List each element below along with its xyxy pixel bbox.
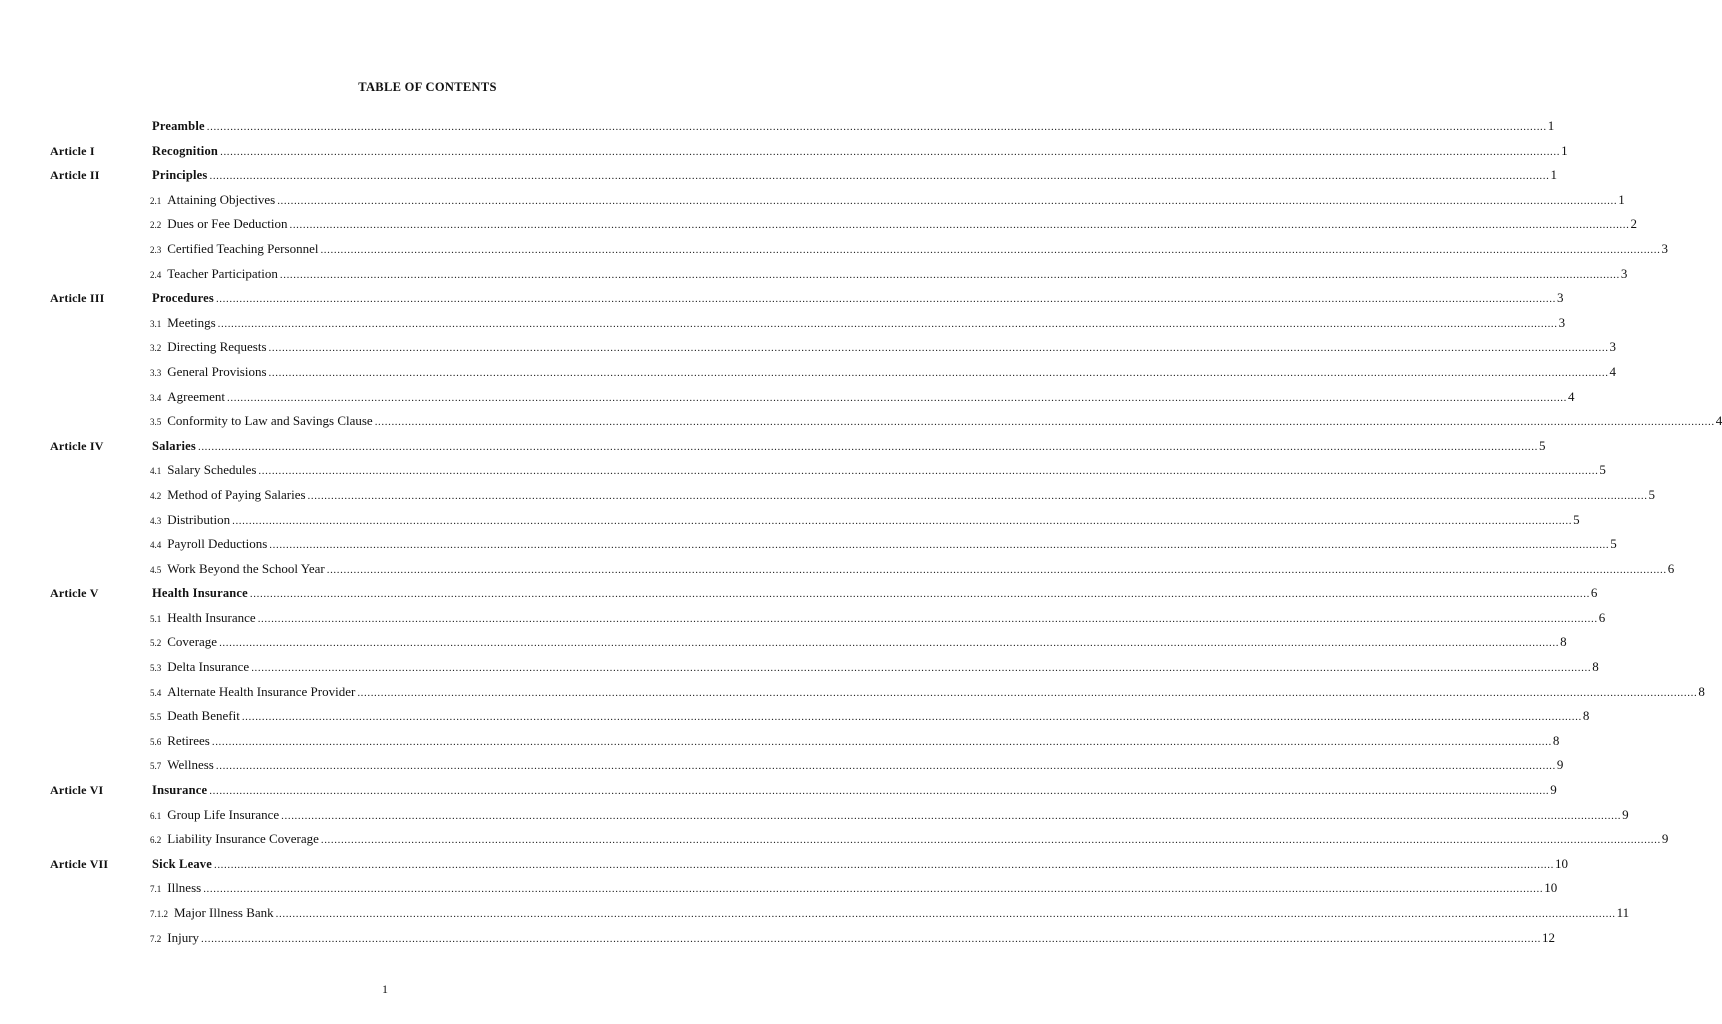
toc-page-number: 9	[1550, 782, 1557, 798]
toc-entry	[150, 483, 1656, 509]
toc-entry-label: Procedures	[152, 291, 214, 306]
toc-row	[0, 926, 1556, 951]
toc-entry-label: Conformity to Law and Savings Clause	[167, 413, 373, 429]
toc-entry	[152, 778, 1557, 804]
dot-leader: ................................................................................................................................................................................................................................................................................................................................................................................................................	[307, 489, 1648, 502]
dot-leader: ................................................................................................................................................................................................................................................................................................................................................................................................................	[326, 563, 1667, 576]
toc-row	[0, 434, 1546, 459]
toc-entry-label: Group Life Insurance	[167, 806, 280, 822]
toc-row	[0, 385, 1575, 410]
toc-entry	[152, 139, 1568, 165]
toc-row	[0, 532, 1617, 557]
toc-section-number: 4.3	[150, 515, 162, 526]
dot-leader: ................................................................................................................................................................................................................................................................................................................................................................................................................	[201, 932, 1542, 945]
dot-leader: ................................................................................................................................................................................................................................................................................................................................................................................................................	[258, 465, 1599, 478]
toc-page-number: 4	[1609, 363, 1617, 379]
toc-entry-label: Injury	[167, 929, 200, 945]
page-number: 1	[382, 982, 388, 996]
toc-page-number: 6	[1598, 609, 1606, 625]
toc-entry	[150, 335, 1617, 361]
toc-row	[0, 778, 1557, 803]
dot-leader: ................................................................................................................................................................................................................................................................................................................................................................................................................	[209, 785, 1550, 798]
toc-entry	[152, 114, 1555, 140]
toc-entry-label: Death Benefit	[167, 708, 240, 724]
toc-entry	[150, 630, 1567, 656]
dot-leader: ................................................................................................................................................................................................................................................................................................................................................................................................................	[275, 908, 1616, 920]
toc-article-label: Article VII	[50, 856, 109, 871]
toc-entry	[150, 606, 1606, 632]
toc-entry-label: Liability Insurance Coverage	[167, 831, 319, 847]
toc-entry	[150, 803, 1629, 829]
toc-page-number: 1	[1618, 191, 1625, 207]
toc-entry-label: Work Beyond the School Year	[167, 560, 325, 576]
toc-entry	[152, 286, 1564, 312]
toc-section-number: 2.4	[150, 269, 162, 280]
toc-entry-label: Teacher Participation	[167, 265, 278, 281]
toc-entry-label: Recognition	[152, 143, 219, 158]
toc-entry	[150, 680, 1705, 706]
dot-leader: ................................................................................................................................................................................................................................................................................................................................................................................................................	[279, 268, 1620, 281]
toc-section-number: 5.5	[150, 712, 162, 723]
toc-entry	[152, 852, 1568, 878]
toc-section-number: 5.6	[150, 736, 162, 747]
toc-row	[0, 901, 1630, 926]
toc-entry	[150, 901, 1630, 927]
toc-entry	[150, 557, 1675, 583]
dot-leader: ................................................................................................................................................................................................................................................................................................................................................................................................................	[206, 121, 1547, 133]
toc-entry	[150, 385, 1575, 411]
toc-entry-label: Principles	[152, 168, 208, 183]
toc-entry-label: Health Insurance	[152, 586, 248, 601]
toc-page-number: 9	[1556, 757, 1564, 773]
dot-leader: ................................................................................................................................................................................................................................................................................................................................................................................................................	[211, 735, 1552, 748]
toc-section-number: 7.1.2	[150, 909, 168, 919]
toc-entry	[152, 434, 1546, 460]
toc-section-number: 7.1	[150, 884, 162, 895]
toc-section-number: 3.5	[150, 417, 162, 428]
toc-row	[0, 335, 1617, 360]
toc-row	[0, 876, 1558, 901]
toc-page-number: 3	[1620, 265, 1628, 281]
toc-page-number: 1	[1550, 167, 1557, 183]
toc-article-label: Article IV	[50, 438, 104, 453]
toc-row	[0, 827, 1669, 852]
dot-leader: ................................................................................................................................................................................................................................................................................................................................................................................................................	[281, 809, 1622, 822]
toc-entry-label: Wellness	[167, 757, 214, 773]
toc-page-number: 1	[1547, 118, 1555, 133]
toc-row	[0, 458, 1606, 483]
toc-page-number: 4	[1568, 388, 1575, 404]
toc-row	[0, 212, 1637, 237]
toc-row	[0, 262, 1628, 287]
toc-entry-label: Salaries	[152, 438, 196, 453]
dot-leader: ................................................................................................................................................................................................................................................................................................................................................................................................................	[241, 711, 1582, 724]
toc-row	[0, 188, 1625, 213]
toc-page-number: 8	[1560, 634, 1567, 650]
toc-section-number: 3.2	[150, 343, 162, 354]
toc-section-number: 2.1	[150, 195, 162, 206]
toc-page-number: 8	[1552, 732, 1560, 748]
toc-entry	[150, 409, 1722, 435]
dot-leader: ................................................................................................................................................................................................................................................................................................................................................................................................................	[203, 883, 1544, 896]
toc-row	[0, 360, 1617, 385]
toc-page-number: 5	[1610, 536, 1617, 552]
dot-leader: ................................................................................................................................................................................................................................................................................................................................................................................................................	[217, 317, 1558, 330]
toc-entry-label: Major Illness Bank	[174, 905, 274, 920]
toc-row	[0, 680, 1705, 705]
toc-section-number: 3.4	[150, 392, 162, 403]
dot-leader: ................................................................................................................................................................................................................................................................................................................................................................................................................	[251, 662, 1592, 675]
toc-entry	[152, 163, 1557, 189]
dot-leader: ................................................................................................................................................................................................................................................................................................................................................................................................................	[268, 342, 1609, 355]
toc-page-number: 3	[1558, 314, 1566, 330]
toc-page-number: 3	[1609, 339, 1617, 355]
toc-article-label: Article III	[50, 291, 105, 306]
toc-row	[0, 163, 1557, 188]
table-of-contents	[0, 114, 1722, 950]
toc-row	[0, 704, 1590, 729]
dot-leader: ................................................................................................................................................................................................................................................................................................................................................................................................................	[197, 440, 1538, 453]
toc-title: TABLE OF CONTENTS	[358, 80, 497, 94]
toc-section-number: 4.5	[150, 564, 162, 575]
toc-entry-label: General Provisions	[167, 363, 267, 379]
toc-page-number: 12	[1542, 929, 1556, 945]
toc-row	[0, 139, 1568, 164]
dot-leader: ................................................................................................................................................................................................................................................................................................................................................................................................................	[357, 686, 1698, 699]
toc-section-number: 4.2	[150, 490, 162, 501]
toc-page-number: 3	[1661, 240, 1668, 256]
toc-row	[0, 803, 1629, 828]
toc-article-label: Article VI	[50, 783, 104, 798]
toc-row	[0, 237, 1668, 262]
dot-leader: ................................................................................................................................................................................................................................................................................................................................................................................................................	[257, 612, 1598, 625]
toc-page-number: 10	[1554, 855, 1568, 871]
toc-row	[0, 557, 1675, 582]
dot-leader: ................................................................................................................................................................................................................................................................................................................................................................................................................	[320, 834, 1661, 847]
toc-entry	[150, 458, 1606, 484]
toc-row	[0, 655, 1599, 680]
toc-entry	[152, 581, 1598, 607]
toc-page-number: 3	[1556, 290, 1564, 306]
toc-entry	[150, 729, 1560, 755]
toc-row	[0, 729, 1560, 754]
toc-entry	[150, 655, 1599, 681]
toc-page-number: 5	[1599, 462, 1606, 478]
toc-entry-label: Attaining Objectives	[167, 191, 276, 207]
toc-article-label: Article II	[50, 168, 100, 183]
toc-row	[0, 114, 1555, 139]
toc-entry-label: Insurance	[152, 783, 208, 798]
toc-entry-label: Health Insurance	[167, 609, 256, 625]
toc-page-number: 1	[1561, 142, 1568, 158]
toc-entry	[150, 237, 1668, 263]
toc-page-number: 6	[1667, 560, 1675, 576]
toc-entry	[150, 360, 1617, 386]
toc-row	[0, 581, 1598, 606]
dot-leader: ................................................................................................................................................................................................................................................................................................................................................................................................................	[213, 858, 1554, 871]
toc-entry	[150, 704, 1590, 730]
toc-entry	[150, 508, 1580, 534]
toc-section-number: 5.4	[150, 687, 162, 698]
toc-section-number: 5.2	[150, 638, 162, 649]
dot-leader: ................................................................................................................................................................................................................................................................................................................................................................................................................	[268, 366, 1609, 379]
toc-page-number: 6	[1590, 585, 1598, 601]
toc-entry-label: Dues or Fee Deduction	[167, 216, 288, 232]
toc-entry	[150, 827, 1669, 853]
toc-article-label: Article I	[50, 143, 95, 158]
toc-entry-label: Retirees	[167, 732, 210, 748]
toc-row	[0, 311, 1566, 336]
toc-section-number: 7.2	[150, 933, 162, 944]
toc-section-number: 5.3	[150, 663, 162, 674]
toc-row	[0, 852, 1568, 877]
toc-section-number: 2.2	[150, 220, 162, 231]
toc-entry-label: Alternate Health Insurance Provider	[167, 683, 356, 699]
toc-row	[0, 606, 1606, 631]
toc-section-number: 6.2	[150, 835, 162, 846]
toc-article-label: Article V	[50, 586, 99, 601]
toc-section-number: 6.1	[150, 810, 162, 821]
toc-page-number: 10	[1544, 880, 1558, 896]
dot-leader: ................................................................................................................................................................................................................................................................................................................................................................................................................	[249, 588, 1590, 601]
toc-row	[0, 483, 1656, 508]
toc-row	[0, 508, 1580, 533]
dot-leader: ................................................................................................................................................................................................................................................................................................................................................................................................................	[219, 637, 1560, 650]
toc-section-number: 3.1	[150, 318, 162, 329]
dot-leader: ................................................................................................................................................................................................................................................................................................................................................................................................................	[220, 145, 1561, 158]
toc-page-number: 8	[1582, 708, 1590, 724]
toc-entry-label: Delta Insurance	[167, 659, 250, 675]
toc-row	[0, 409, 1722, 434]
toc-entry	[150, 262, 1628, 288]
dot-leader: ................................................................................................................................................................................................................................................................................................................................................................................................................	[215, 293, 1556, 306]
toc-section-number: 5.1	[150, 613, 162, 624]
toc-page-number: 8	[1592, 659, 1599, 675]
toc-entry	[150, 212, 1637, 238]
dot-leader: ................................................................................................................................................................................................................................................................................................................................................................................................................	[227, 391, 1568, 404]
dot-leader: ................................................................................................................................................................................................................................................................................................................................................................................................................	[232, 514, 1573, 527]
toc-entry-label: Preamble	[152, 119, 205, 133]
toc-row	[0, 630, 1567, 655]
toc-page-number: 9	[1622, 806, 1629, 822]
toc-entry	[150, 311, 1566, 337]
toc-entry	[150, 753, 1564, 779]
toc-section-number: 3.3	[150, 367, 162, 378]
toc-entry	[150, 532, 1617, 558]
toc-row	[0, 286, 1564, 311]
toc-page-number: 4	[1715, 413, 1722, 429]
toc-entry-label: Directing Requests	[167, 339, 267, 355]
toc-entry-label: Method of Paying Salaries	[167, 486, 306, 502]
dot-leader: ................................................................................................................................................................................................................................................................................................................................................................................................................	[320, 243, 1661, 256]
dot-leader: ................................................................................................................................................................................................................................................................................................................................................................................................................	[277, 194, 1618, 207]
toc-entry	[150, 876, 1558, 902]
toc-page-number: 8	[1698, 683, 1705, 699]
toc-page-number: 5	[1648, 486, 1656, 502]
dot-leader: ................................................................................................................................................................................................................................................................................................................................................................................................................	[209, 170, 1550, 183]
toc-entry-label: Distribution	[167, 511, 231, 527]
toc-page-number: 11	[1616, 905, 1630, 920]
toc-page-number: 5	[1573, 511, 1580, 527]
toc-entry-label: Coverage	[167, 634, 218, 650]
toc-page-number: 2	[1630, 216, 1637, 232]
toc-section-number: 4.4	[150, 540, 162, 551]
toc-entry-label: Sick Leave	[152, 856, 212, 871]
toc-entry-label: Salary Schedules	[167, 462, 257, 478]
toc-page-number: 5	[1538, 437, 1546, 453]
toc-entry-label: Meetings	[167, 314, 216, 330]
toc-entry-label: Certified Teaching Personnel	[167, 240, 319, 256]
toc-row	[0, 753, 1564, 778]
toc-section-number: 5.7	[150, 761, 162, 772]
toc-entry	[150, 926, 1556, 952]
toc-entry-label: Illness	[167, 880, 202, 896]
toc-entry	[150, 188, 1625, 214]
dot-leader: ................................................................................................................................................................................................................................................................................................................................................................................................................	[289, 219, 1630, 232]
toc-section-number: 2.3	[150, 244, 162, 255]
dot-leader: ................................................................................................................................................................................................................................................................................................................................................................................................................	[215, 760, 1556, 773]
toc-section-number: 4.1	[150, 466, 162, 477]
toc-page-number: 9	[1661, 831, 1669, 847]
dot-leader: ................................................................................................................................................................................................................................................................................................................................................................................................................	[269, 539, 1610, 552]
dot-leader: ................................................................................................................................................................................................................................................................................................................................................................................................................	[374, 416, 1715, 429]
toc-entry-label: Payroll Deductions	[167, 536, 268, 552]
toc-entry-label: Agreement	[167, 388, 226, 404]
